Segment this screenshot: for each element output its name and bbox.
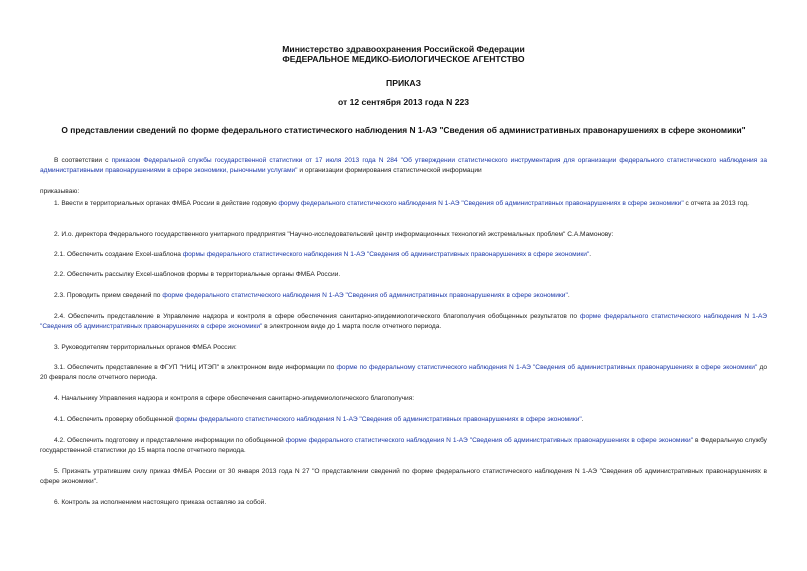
paragraph-2-1	[40, 250, 767, 260]
paragraph-2-2: 2.2. Обеспечить рассылку Excel-шаблонов формы в территориальные органы ФМБА России.	[54, 271, 341, 278]
paragraph-3-1-text: 3.1. Обеспечить представление в ФГУП "НИЦ ИТЭП" в электронном виде информации по	[54, 364, 337, 371]
paragraph-4-2	[40, 436, 767, 455]
intro-paragraph	[40, 156, 767, 175]
form-link[interactable]: форму федерального статистического наблюдения N 1-АЭ "Сведения об административных правонарушениях в сфере экономики"	[278, 200, 684, 207]
paragraph-2-3-text: 2.3. Проводить прием сведений по	[54, 292, 163, 299]
paragraph-2-1-text-end: .	[589, 251, 592, 258]
paragraph-3-1	[40, 363, 767, 382]
rosstat-order-link[interactable]: приказом Федеральной службы государственной статистики от 17 июля 2013 года N 284 "Об утверждении статистического инструментария для организации федерального статистического наблюдения за административными правонарушениями в сфере экономики, рыночными услугами"	[40, 157, 767, 174]
form-link[interactable]: форме федерального статистического наблюдения N 1-АЭ "Сведения об административных правонарушениях в сфере экономики"	[285, 437, 694, 444]
paragraph-2-3	[40, 291, 767, 301]
paragraph-2-4-text: 2.4. Обеспечить представление в Управление надзора и контроля в сфере обеспечения санитарно-эпидемиологического благополучия обобщенных результатов по	[54, 313, 581, 320]
paragraph-2: 2. И.о. директора Федерального государственного унитарного предприятия "Научно-исследовательский центр информационных технологий экстремальных проблем" С.А.Мамонову:	[54, 231, 614, 238]
paragraph-4-1-text: 4.1. Обеспечить проверку обобщенной	[54, 416, 176, 423]
document-type: ПРИКАЗ	[386, 78, 421, 88]
intro-text: В соответствии с	[54, 157, 112, 164]
form-link[interactable]: форме федерального статистического наблюдения N 1-АЭ "Сведения об административных правонарушениях в сфере экономики"	[162, 292, 568, 299]
ministry-name: Министерство здравоохранения Российской Федерации	[282, 44, 525, 54]
paragraph-5: 5. Признать утратившим силу приказ ФМБА России от 30 января 2013 года N 27 "О представлении сведений по форме федерального статистического наблюдения N 1-АЭ "Сведения об административных правонарушениях в сфере экономики".	[40, 468, 767, 485]
paragraph-4: 4. Начальнику Управления надзора и контроля в сфере обеспечения санитарно-эпидемиологического благополучия:	[54, 395, 415, 402]
paragraph-3-1-text-end: до 20 февраля после отчетного периода.	[40, 364, 767, 381]
paragraph-4-2-text-end: в Федеральную службу государственной статистики до 15 марта после отчетного периода.	[40, 437, 767, 454]
prikazyvayu-text: приказываю:	[40, 188, 80, 195]
form-link[interactable]: форме по федеральному статистического наблюдения N 1-АЭ "Сведения об административных правонарушениях в сфере экономики"	[336, 364, 758, 371]
paragraph-4-1-text-end: .	[581, 416, 584, 423]
order-title: О представлении сведений по форме федерального статистического наблюдения N 1-АЭ "Сведения об административных правонарушениях в сфере экономики"	[61, 125, 746, 135]
agency-name: ФЕДЕРАЛЬНОЕ МЕДИКО-БИОЛОГИЧЕСКОЕ АГЕНТСТВО	[282, 54, 525, 64]
paragraph-2-3-text-end: .	[567, 292, 570, 299]
paragraph-1-text: 1. Ввести в территориальных органах ФМБА России в действие годовую	[54, 200, 279, 207]
paragraph-1-text-end: с отчета за 2013 год.	[683, 200, 750, 207]
paragraph-2-1-text: 2.1. Обеспечить создание Excel-шаблона	[54, 251, 183, 258]
paragraph-6: 6. Контроль за исполнением настоящего приказа оставляю за собой.	[54, 499, 267, 506]
form-link[interactable]: формы федерального статистического наблюдения N 1-АЭ "Сведения об административных правонарушениях в сфере экономики"	[182, 251, 590, 258]
paragraph-1	[40, 199, 767, 209]
form-link[interactable]: формы федерального статистического наблюдения N 1-АЭ "Сведения об административных правонарушениях в сфере экономики"	[175, 416, 582, 423]
paragraph-4-1	[40, 415, 767, 425]
form-link[interactable]: форме федерального статистического наблюдения N 1-АЭ "Сведения об административных правонарушениях в сфере экономики"	[40, 313, 767, 330]
paragraph-4-2-text: 4.2. Обеспечить подготовку и представление информации по обобщенной	[54, 437, 286, 444]
order-date: от 12 сентября 2013 года N 223	[337, 97, 470, 107]
paragraph-2-4	[40, 312, 767, 331]
paragraph-2-4-text-end: в электронном виде до 1 марта после отчетного периода.	[262, 322, 442, 330]
intro-text-end: и организации формирования статистической информации	[297, 166, 482, 174]
paragraph-3: 3. Руководителям территориальных органов ФМБА России:	[54, 344, 237, 351]
